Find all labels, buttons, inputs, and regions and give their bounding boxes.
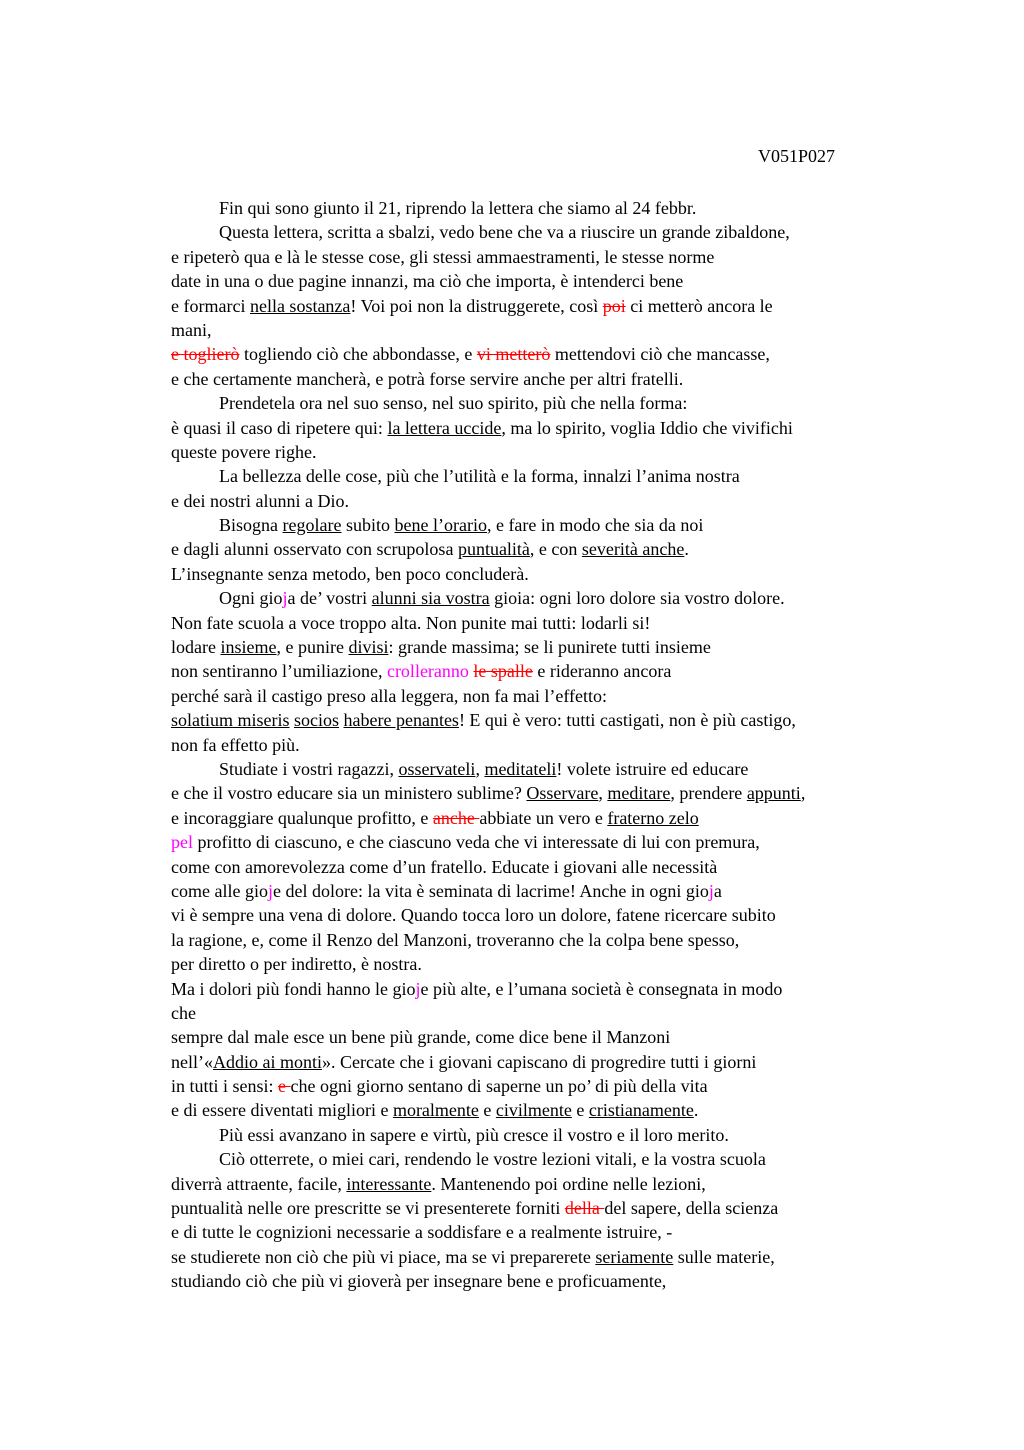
text-line <box>171 294 901 318</box>
text-run: , <box>800 783 806 804</box>
text-run: ! volete istruire ed educare <box>556 758 749 779</box>
text-run: la ragione, e, come il Renzo del Manzoni, troveranno che la colpa bene spesso, <box>171 929 740 950</box>
text-line <box>171 391 901 415</box>
text-line <box>171 684 901 708</box>
text-line <box>171 855 901 879</box>
letter-body <box>171 196 901 1294</box>
inserted-text: j <box>267 880 273 901</box>
text-run: e più alte, e l’umana società è consegnata in modo <box>420 978 783 999</box>
text-run: L’insegnante senza metodo, ben poco concluderà. <box>171 563 529 584</box>
text-line <box>171 1025 901 1049</box>
text-run: ». Cercate che i giovani capiscano di progredire tutti i giorni <box>322 1051 757 1072</box>
text-run: ! E qui è vero: tutti castigati, non è più castigo, <box>458 710 796 731</box>
text-run: come con amorevolezza come d’un fratello. Educate i giovani alle necessità <box>171 856 718 877</box>
text-run: Ciò otterrete, o miei cari, rendendo le vostre lezioni vitali, e la vostra scuola <box>219 1149 766 1170</box>
text-run: Fin qui sono giunto il 21, riprendo la lettera che siamo al 24 febbr. <box>219 198 697 218</box>
text-run: , e punire <box>276 637 349 658</box>
text-run: e del dolore: la vita è seminata di lacrime! Anche in ogni gio <box>272 880 709 901</box>
text-run: mani, <box>171 319 212 340</box>
text-run: , e con <box>529 539 582 560</box>
text-run: , prendere <box>670 783 747 804</box>
text-line <box>171 537 901 561</box>
text-run: ci metterò ancora le <box>625 295 773 316</box>
text-run: e che il vostro educare sia un ministero sublime? <box>171 783 527 804</box>
text-run: Non fate scuola a voce troppo alta. Non punite mai tutti: lodarli si! <box>171 612 651 633</box>
text-run: , ma lo spirito, voglia Iddio che vivifichi <box>501 417 793 438</box>
underlined-text: Osservare <box>526 783 599 804</box>
underlined-text: bene l’orario <box>394 515 487 536</box>
underlined-text: habere penantes <box>343 710 459 731</box>
text-line <box>171 903 901 927</box>
text-line <box>171 1245 901 1269</box>
underlined-text: cristianamente <box>588 1100 694 1121</box>
underlined-text: alunni sia vostra <box>371 588 490 609</box>
underlined-text: meditateli <box>484 758 557 779</box>
text-run: e incoraggiare qualunque profitto, e <box>171 807 433 828</box>
underlined-text: meditare <box>607 783 671 804</box>
text-line <box>171 220 901 244</box>
text-run: a de’ vostri <box>287 588 372 609</box>
deleted-text: le spalle <box>473 661 533 682</box>
underlined-text: osservateli <box>398 758 476 779</box>
text-line <box>171 1098 901 1122</box>
text-run: gioia: ogni loro dolore sia vostro dolore. <box>489 588 785 609</box>
underlined-text: Addio ai monti <box>213 1051 322 1072</box>
text-line <box>171 1050 901 1074</box>
text-run: Più essi avanzano in sapere e virtù, più cresce il vostro e il loro merito. <box>219 1124 729 1145</box>
text-line <box>171 1074 901 1098</box>
text-run: per diretto o per indiretto, è nostra. <box>171 954 422 975</box>
text-line <box>171 611 901 635</box>
text-run: diverrà attraente, facile, <box>171 1173 347 1194</box>
text-run: perché sarà il castigo preso alla leggera, non fa mai l’effetto: <box>171 685 607 706</box>
underlined-text: regolare <box>282 515 342 536</box>
text-line <box>171 513 901 537</box>
text-run: non fa effetto più. <box>171 734 300 755</box>
text-run: e dagli alunni osservato con scrupolosa <box>171 539 458 560</box>
text-run: queste povere righe. <box>171 441 317 462</box>
deleted-text: della <box>564 1198 605 1219</box>
text-run: a <box>713 880 722 901</box>
underlined-text: fraterno zelo <box>607 807 699 828</box>
underlined-text: la lettera uccide <box>387 417 502 438</box>
underlined-text: moralmente <box>392 1100 479 1121</box>
text-run: e di tutte le cognizioni necessarie a soddisfare e a realmente istruire, - <box>171 1222 673 1243</box>
text-run: , <box>598 783 608 804</box>
text-run: vi è sempre una vena di dolore. Quando tocca loro un dolore, fatene ricercare subito <box>171 905 776 926</box>
text-run: Ogni gio <box>219 588 283 609</box>
deleted-text: e toglierò <box>171 344 240 365</box>
text-line <box>171 781 901 805</box>
text-run: e <box>478 1100 496 1121</box>
text-line <box>171 367 901 391</box>
deleted-text: poi <box>602 295 626 316</box>
text-line <box>171 1147 901 1171</box>
underlined-text: appunti <box>746 783 801 804</box>
text-run: profitto di ciascuno, e che ciascuno veda che vi interessate di lui con premura, <box>193 832 760 853</box>
underlined-text: interessante <box>346 1173 432 1194</box>
text-run: sempre dal male esce un bene più grande, come dice bene il Manzoni <box>171 1027 671 1048</box>
text-run: : grande massima; se li punirete tutti insieme <box>388 637 711 658</box>
text-line <box>171 757 901 781</box>
text-run: Bisogna <box>219 515 283 536</box>
text-line <box>171 928 901 952</box>
inserted-text: j <box>415 978 421 999</box>
text-run: abbiate un vero e <box>479 807 608 828</box>
text-line <box>171 489 901 513</box>
text-line <box>171 464 901 488</box>
text-run: Ma i dolori più fondi hanno le gio <box>171 978 416 999</box>
text-run: che ogni giorno sentano di saperne un po’ di più della vita <box>290 1076 708 1097</box>
inserted-text: j <box>282 588 288 609</box>
text-run: La bellezza delle cose, più che l’utilità e la forma, innalzi l’anima nostra <box>219 466 740 487</box>
text-line <box>171 196 901 220</box>
deleted-text: anche <box>432 807 480 828</box>
text-line <box>171 952 901 976</box>
underlined-text: puntualità <box>457 539 530 560</box>
inserted-text: crolleranno <box>386 661 469 682</box>
text-line <box>171 733 901 757</box>
text-run: e rideranno ancora <box>532 661 672 682</box>
inserted-text: j <box>708 880 714 901</box>
inserted-text: pel <box>171 832 193 853</box>
text-line <box>171 879 901 903</box>
underlined-text: nella sostanza <box>249 295 351 316</box>
text-line <box>171 586 901 610</box>
underlined-text: solatium miseris <box>171 710 290 731</box>
deleted-text: e <box>278 1076 291 1097</box>
text-run: . <box>693 1100 699 1121</box>
text-run: date in una o due pagine innanzi, ma ciò che importa, è intenderci bene <box>171 271 684 292</box>
text-line <box>171 1172 901 1196</box>
underlined-text: socios <box>294 710 339 731</box>
text-run: mettendovi ciò che mancasse, <box>550 344 770 365</box>
text-run: togliendo ciò che abbondasse, e <box>239 344 477 365</box>
text-run: come alle gio <box>171 880 268 901</box>
text-run: e formarci <box>171 295 250 316</box>
text-run: che <box>171 1002 196 1023</box>
text-run: , e fare in modo che sia da noi <box>486 515 704 536</box>
text-run: subito <box>341 515 395 536</box>
text-line <box>171 1196 901 1220</box>
text-line <box>171 269 901 293</box>
underlined-text: insieme <box>220 637 277 658</box>
text-run: in tutti i sensi: <box>171 1076 279 1097</box>
text-run: nell’« <box>171 1051 213 1072</box>
text-run: e che certamente mancherà, e potrà forse servire anche per altri fratelli. <box>171 368 684 389</box>
text-run: sulle materie, <box>673 1246 775 1267</box>
text-line <box>171 416 901 440</box>
text-run: e di essere diventati migliori e <box>171 1100 393 1121</box>
text-line <box>171 1269 901 1293</box>
text-line <box>171 1001 901 1025</box>
text-run: . Mantenendo poi ordine nelle lezioni, <box>431 1173 706 1194</box>
text-run: Prendetela ora nel suo senso, nel suo spirito, più che nella forma: <box>219 393 688 414</box>
text-line <box>171 342 901 366</box>
page-identifier: V051P027 <box>758 146 836 166</box>
text-run: puntualità nelle ore prescritte se vi presenterete forniti <box>171 1198 565 1219</box>
text-line <box>171 659 901 683</box>
text-line <box>171 830 901 854</box>
text-line <box>171 562 901 586</box>
text-run: e dei nostri alunni a Dio. <box>171 490 349 511</box>
deleted-text: vi metterò <box>476 344 551 365</box>
text-run: del sapere, della scienza <box>604 1198 779 1219</box>
text-line <box>171 318 901 342</box>
text-run: Studiate i vostri ragazzi, <box>219 758 399 779</box>
text-run: . <box>684 539 689 560</box>
text-run: è quasi il caso di ripetere qui: <box>171 417 388 438</box>
underlined-text: seriamente <box>595 1246 674 1267</box>
text-run: lodare <box>171 637 221 658</box>
text-run: e ripeterò qua e là le stesse cose, gli stessi ammaestramenti, le stesse norme <box>171 246 715 267</box>
text-line <box>171 1123 901 1147</box>
text-line <box>171 1220 901 1244</box>
text-run: se studierete non ciò che più vi piace, ma se vi preparerete <box>171 1246 596 1267</box>
text-run: studiando ciò che più vi gioverà per insegnare bene e proficuamente, <box>171 1271 667 1292</box>
text-run: , <box>475 758 485 779</box>
text-run: e <box>571 1100 589 1121</box>
text-line <box>171 245 901 269</box>
text-line <box>171 708 901 732</box>
text-line <box>171 440 901 464</box>
underlined-text: civilmente <box>495 1100 572 1121</box>
underlined-text: severità anche <box>581 539 685 560</box>
text-line <box>171 635 901 659</box>
text-run: non sentiranno l’umiliazione, <box>171 661 387 682</box>
text-run: Questa lettera, scritta a sbalzi, vedo bene che va a riuscire un grande zibaldone, <box>219 222 790 243</box>
text-line <box>171 977 901 1001</box>
text-run: ! Voi poi non la distruggerete, così <box>350 295 603 316</box>
underlined-text: divisi <box>348 637 389 658</box>
text-line <box>171 806 901 830</box>
